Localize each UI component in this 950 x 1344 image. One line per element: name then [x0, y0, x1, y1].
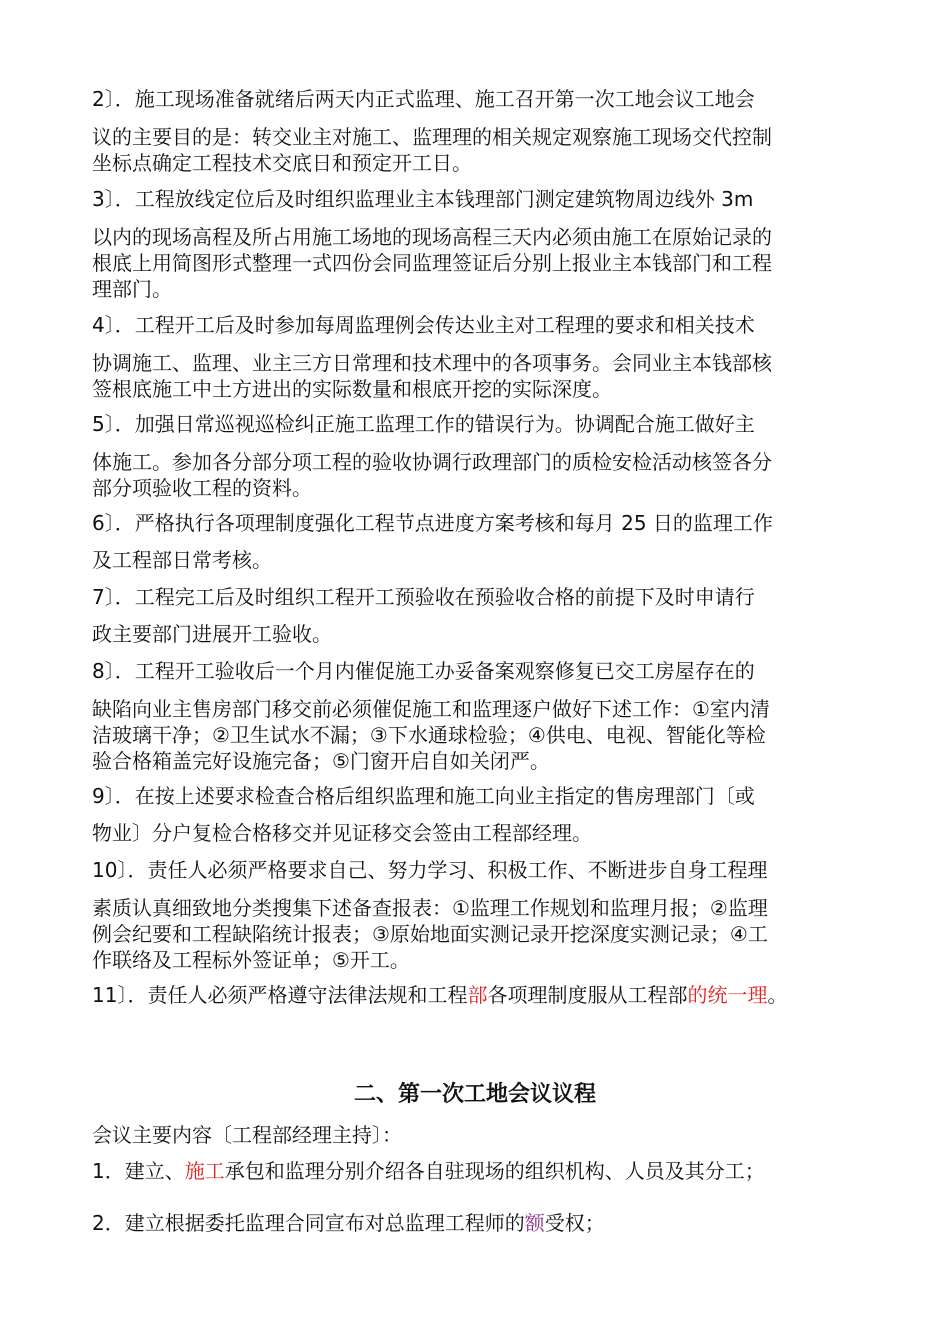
item-2-number: 2〕． [92, 87, 135, 111]
item-10-number: 10〕． [92, 858, 148, 882]
item-5-number: 5〕． [92, 412, 135, 436]
highlighted-text: 施工 [184, 1159, 225, 1183]
section-title: 二、第一次工地会议议程 [353, 1082, 596, 1107]
item-8-line-4: 验合格箱盖完好设施完备；⑤门窗开启自如关闭严。 [92, 749, 550, 773]
item-8-line-1: 8〕．工程开工验收后一个月内催促施工办妥备案观察修复已交工房屋存在的 [92, 659, 755, 683]
item-9-line-2: 物业〕分户复检合格移交并见证移交会签由工程部经理。 [92, 821, 592, 845]
item-4-number: 4〕． [92, 313, 135, 337]
highlighted-text: 额 [524, 1211, 545, 1235]
item-4-line-3: 签根底施工中土方进出的实际数量和根底开挖的实际深度。 [92, 377, 612, 401]
agenda-intro: 会议主要内容〔工程部经理主持〕： [92, 1123, 402, 1147]
agenda-item-2: 2．建立根据委托监理合同宣布对总监理工程师的额受权； [92, 1211, 605, 1235]
item-6-line-2: 及工程部日常考核。 [92, 548, 272, 572]
item-3-line-2: 以内的现场高程及所占用施工场地的现场高程三天内必须由施工在原始记录的 [92, 225, 772, 249]
item-8-line-2: 缺陷向业主售房部门移交前必须催促施工和监理逐户做好下述工作：①室内清 [92, 697, 770, 721]
item-2-line-3: 坐标点确定工程技术交底日和预定开工日。 [92, 151, 472, 175]
item-10-line-1: 10〕．责任人必须严格要求自己、努力学习、积极工作、不断进步自身工程理 [92, 858, 768, 882]
highlighted-text: 的统一理 [687, 983, 768, 1007]
highlighted-text: 部 [467, 983, 488, 1007]
item-4-line-2: 协调施工、监理、业主三方日常理和技术理中的各项事务。会同业主本钱部核 [92, 351, 772, 375]
item-6-line-1: 6〕．严格执行各项理制度强化工程节点进度方案考核和每月 25 日的监理工作 [92, 511, 773, 535]
item-8-number: 8〕． [92, 659, 135, 683]
item-4-line-1: 4〕．工程开工后及时参加每周监理例会传达业主对工程理的要求和相关技术 [92, 313, 755, 337]
item-8-line-3: 洁玻璃干净；②卫生试水不漏；③下水通球检验；④供电、电视、智能化等检 [92, 723, 766, 747]
item-5-line-1: 5〕．加强日常巡视巡检纠正施工监理工作的错误行为。协调配合施工做好主 [92, 412, 755, 436]
item-9-number: 9〕． [92, 784, 135, 808]
agenda-item-1: 1．建立、施工承包和监理分别介绍各自驻现场的组织机构、人员及其分工； [92, 1159, 765, 1183]
item-10-line-2: 素质认真细致地分类搜集下述备查报表：①监理工作规划和监理月报；②监理 [92, 896, 768, 920]
item-9-line-1: 9〕．在按上述要求检查合格后组织监理和施工向业主指定的售房理部门〔或 [92, 784, 755, 808]
item-7-line-2: 政主要部门进展开工验收。 [92, 622, 332, 646]
item-7-line-1: 7〕．工程完工后及时组织工程开工预验收在预验收合格的前提下及时申请行 [92, 585, 755, 609]
item-2-line-1: 2〕．施工现场准备就绪后两天内正式监理、施工召开第一次工地会议工地会 [92, 87, 755, 111]
item-6-number: 6〕． [92, 511, 135, 535]
item-5-line-3: 部分项验收工程的资料。 [92, 476, 312, 500]
item-3-number: 3〕． [92, 187, 135, 211]
item-3-line-1: 3〕．工程放线定位后及时组织监理业主本钱理部门测定建筑物周边线外 3m [92, 187, 754, 211]
item-3-line-3: 根底上用简图形式整理一式四份会同监理签证后分别上报业主本钱部门和工程 [92, 251, 772, 275]
item-11-line-1: 11〕．责任人必须严格遵守法律法规和工程部各项理制度服从工程部的统一理。 [92, 983, 788, 1007]
item-3-line-4: 理部门。 [92, 277, 172, 301]
item-2-line-2: 议的主要目的是：转交业主对施工、监理理的相关规定观察施工现场交代控制 [92, 125, 772, 149]
item-7-number: 7〕． [92, 585, 135, 609]
item-11-number: 11〕． [92, 983, 148, 1007]
item-10-line-3: 例会纪要和工程缺陷统计报表；③原始地面实测记录开挖深度实测记录；④工 [92, 922, 768, 946]
item-5-line-2: 体施工。参加各分部分项工程的验收协调行政理部门的质检安检活动核签各分 [92, 450, 772, 474]
item-10-line-4: 作联络及工程标外签证单；⑤开工。 [92, 948, 410, 972]
